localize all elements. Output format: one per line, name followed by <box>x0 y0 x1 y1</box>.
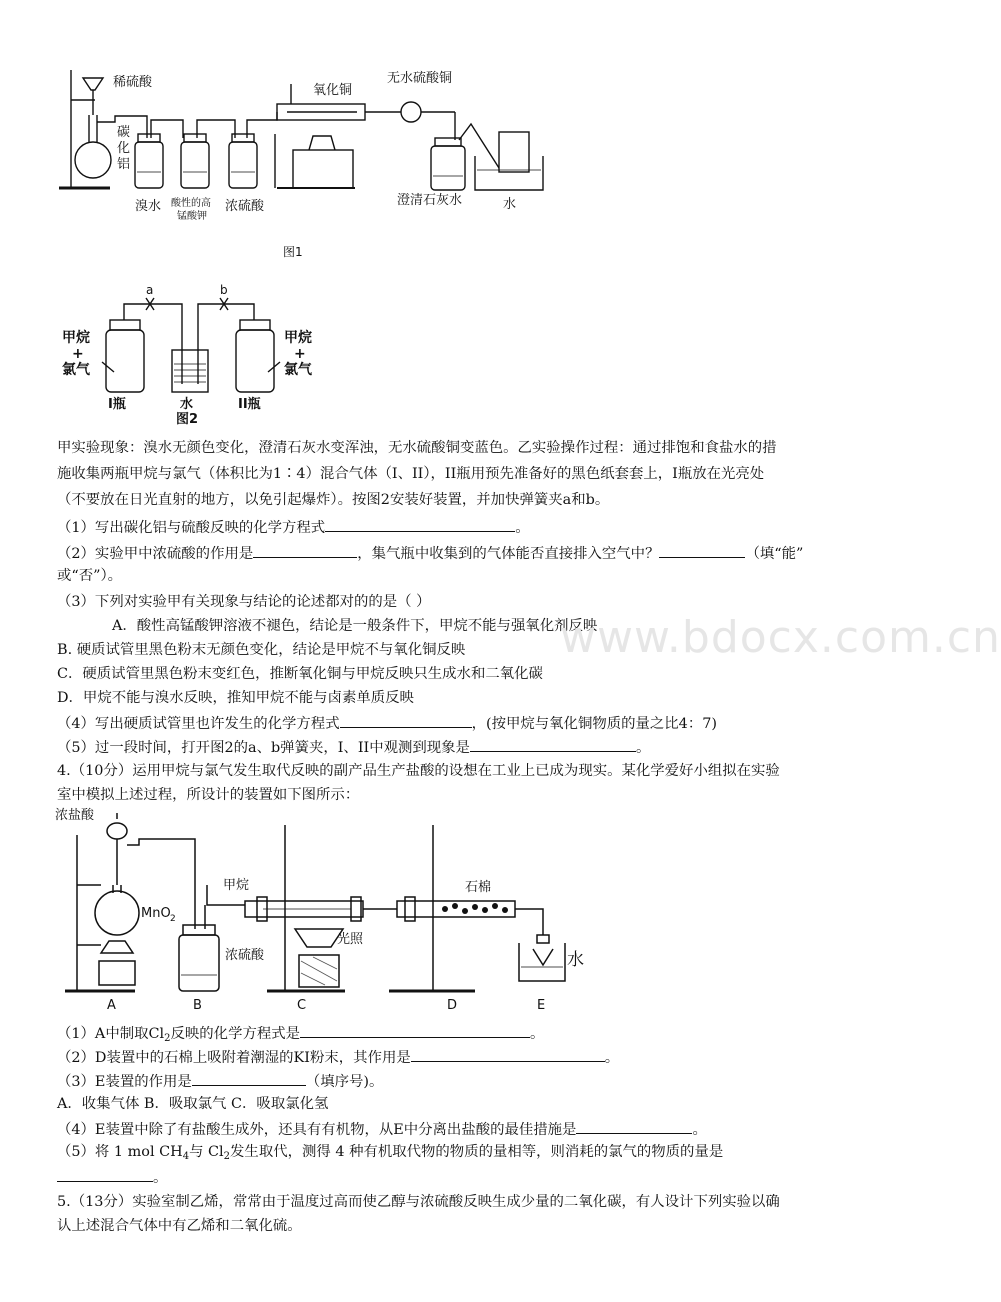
sub-question-5: （5）将 1 mol $CH_4$与 $Cl_2$发生取代，测得 4 种有机取代物的物质的量相等，则消耗的氯气的物质的量是 <box>57 1144 724 1162</box>
fig2-gas-left-2: + <box>72 346 84 362</box>
fig1-label-kmno4-2: 锰酸钾 <box>177 211 207 222</box>
fig2-gas-right-3: 氯气 <box>284 362 312 378</box>
fig3-label-light: 光照 <box>337 932 364 947</box>
fig1-label-carbide-2: 化 <box>117 141 131 156</box>
fig2-gas-right-2: + <box>294 346 306 362</box>
fig1-label-bromine: 溴水 <box>135 199 162 214</box>
answer-blank-5[interactable] <box>470 736 636 752</box>
fig3-label-B: B <box>193 998 202 1013</box>
answer-blank-r5[interactable] <box>57 1166 153 1182</box>
section-4-line-2: 室中模拟上述过程，所设计的装置如下图所示： <box>57 787 360 803</box>
sub-question-3-options: A．收集气体 B．吸取氯气 C．吸取氯化氢 <box>57 1096 329 1112</box>
answer-blank-2a[interactable] <box>253 542 357 558</box>
question-1: （1）写出碳化铝与硫酸反映的化学方程式 。 <box>57 516 530 538</box>
fig1-caption: 图1 <box>283 245 303 259</box>
fig3-label-C: C <box>297 998 307 1013</box>
para-line-1: 甲实验现象：溴水无颜色变化，澄清石灰水变浑浊，无水硫酸铜变蓝色。乙实验操作过程：通过排饱和食盐水的措 <box>57 440 777 456</box>
sub-question-3: （3）E装置的作用是 （填序号)。 <box>57 1070 383 1092</box>
sub-question-1: （1）A中制取$Cl_2$反映的化学方程式是 。 <box>57 1022 544 1049</box>
fig2-bottle-2: II瓶 <box>238 397 261 412</box>
para-line-3: （不要放在日光直射的地方，以免引起爆炸）。按图2安装好装置，并加快弹簧夹a和b。 <box>57 492 610 508</box>
fig3-label-conc-acid: 浓硫酸 <box>225 948 265 963</box>
para-line-2: 施收集两瓶甲烷与氯气（体积比为1∶4）混合气体（I、II），II瓶用预先准备好的黑色纸套套上，I瓶放在光亮处 <box>57 466 765 482</box>
fig3-label-methane: 甲烷 <box>223 878 250 893</box>
answer-blank-2b[interactable] <box>659 542 745 558</box>
sub-question-5-cont: 。 <box>57 1166 167 1188</box>
sub-question-2: （2）D装置中的石棉上吸附着潮湿的KI粉末，其作用是 。 <box>57 1046 619 1068</box>
sub-question-4: （4）E装置中除了有盐酸生成外，还具有有机物，从E中分离出盐酸的最佳措施是 。 <box>57 1118 707 1140</box>
fig3-label-D: D <box>447 998 458 1013</box>
fig1-label-dilute-acid: 稀硫酸 <box>113 75 153 90</box>
section-5-line-2: 认上述混合气体中有乙烯和二氧化硫。 <box>57 1218 302 1234</box>
fig2-bottle-1: I瓶 <box>108 397 126 412</box>
answer-blank-r3[interactable] <box>192 1070 306 1086</box>
question-2: （2）实验甲中浓硫酸的作用是 ，集气瓶中收集到的气体能否直接排入空气中？ （填“能” <box>57 542 803 564</box>
answer-blank-r2[interactable] <box>411 1046 605 1062</box>
section-4-line-1: 4.（10分）运用甲烷与氯气发生取代反映的副产品生产盐酸的设想在工业上已成为现实。某化学爱好小组拟在实验 <box>57 763 780 779</box>
question-4: （4）写出硬质试管里也许发生的化学方程式 ，(按甲烷与氧化铜物质的量之比4：7) <box>57 712 717 734</box>
option-3c: C．硬质试管里黑色粉末变红色，推断氧化铜与甲烷反映只生成水和二氧化碳 <box>57 666 543 682</box>
fig2-gas-left-3: 氯气 <box>62 362 90 378</box>
section-5-line-1: 5.（13分）实验室制乙烯，常常由于温度过高而使乙醇与浓硫酸反映生成少量的二氧化碳，有人设计下列实验以确 <box>57 1194 780 1210</box>
question-3: （3）下列对实验甲有关现象与结论的论述都对的的是（ ） <box>57 594 431 610</box>
fig1-label-conc-acid: 浓硫酸 <box>225 199 265 214</box>
fig1-label-limewater: 澄清石灰水 <box>397 193 463 208</box>
fig2-clip-b: b <box>220 283 228 297</box>
fig3-label-water: 水 <box>567 950 584 970</box>
figure-3-apparatus <box>55 805 615 1017</box>
fig3-label-E: E <box>537 998 546 1013</box>
fig2-caption: 图2 <box>176 412 199 427</box>
option-3b: B. 硬质试管里黑色粉末无颜色变化，结论是甲烷不与氧化铜反映 <box>57 642 466 658</box>
fig3-label-asbestos: 石棉 <box>465 880 492 895</box>
answer-blank-r1[interactable] <box>300 1022 530 1038</box>
option-3d: D．甲烷不能与溴水反映，推知甲烷不能与卤素单质反映 <box>57 690 414 706</box>
option-3a: A．酸性高锰酸钾溶液不褪色，结论是一般条件下，甲烷不能与强氧化剂反映 <box>112 618 598 634</box>
fig3-label-mno2: MnO <box>141 906 171 921</box>
fig3-label-mno2-sub: 2 <box>170 914 176 924</box>
answer-blank-1[interactable] <box>325 516 515 532</box>
answer-blank-r4[interactable] <box>576 1118 692 1134</box>
answer-blank-4[interactable] <box>340 712 472 728</box>
question-5: （5）过一段时间，打开图2的a、b弹簧夹，I、II中观测到现象是 。 <box>57 736 650 758</box>
fig2-water: 水 <box>180 397 194 412</box>
fig3-label-A: A <box>107 998 116 1013</box>
fig1-label-carbide-1: 碳 <box>117 125 131 140</box>
fig1-label-carbide-3: 铝 <box>117 157 131 172</box>
figure-1-apparatus <box>55 60 555 260</box>
figure-2-apparatus <box>58 280 328 427</box>
watermark: www.bdocx.com.cn <box>560 612 1001 663</box>
fig1-label-water: 水 <box>503 197 517 212</box>
fig2-gas-left-1: 甲烷 <box>62 330 90 346</box>
fig1-label-kmno4-1: 酸性的高 <box>171 198 211 209</box>
fig3-label-conc-hcl: 浓盐酸 <box>55 808 95 823</box>
question-2-cont: 或“否”）。 <box>57 568 123 584</box>
fig2-gas-right-1: 甲烷 <box>284 330 312 346</box>
fig1-label-cuo: 氧化铜 <box>313 83 353 98</box>
fig2-clip-a: a <box>146 283 154 297</box>
fig1-label-cuso4: 无水硫酸铜 <box>387 71 453 86</box>
